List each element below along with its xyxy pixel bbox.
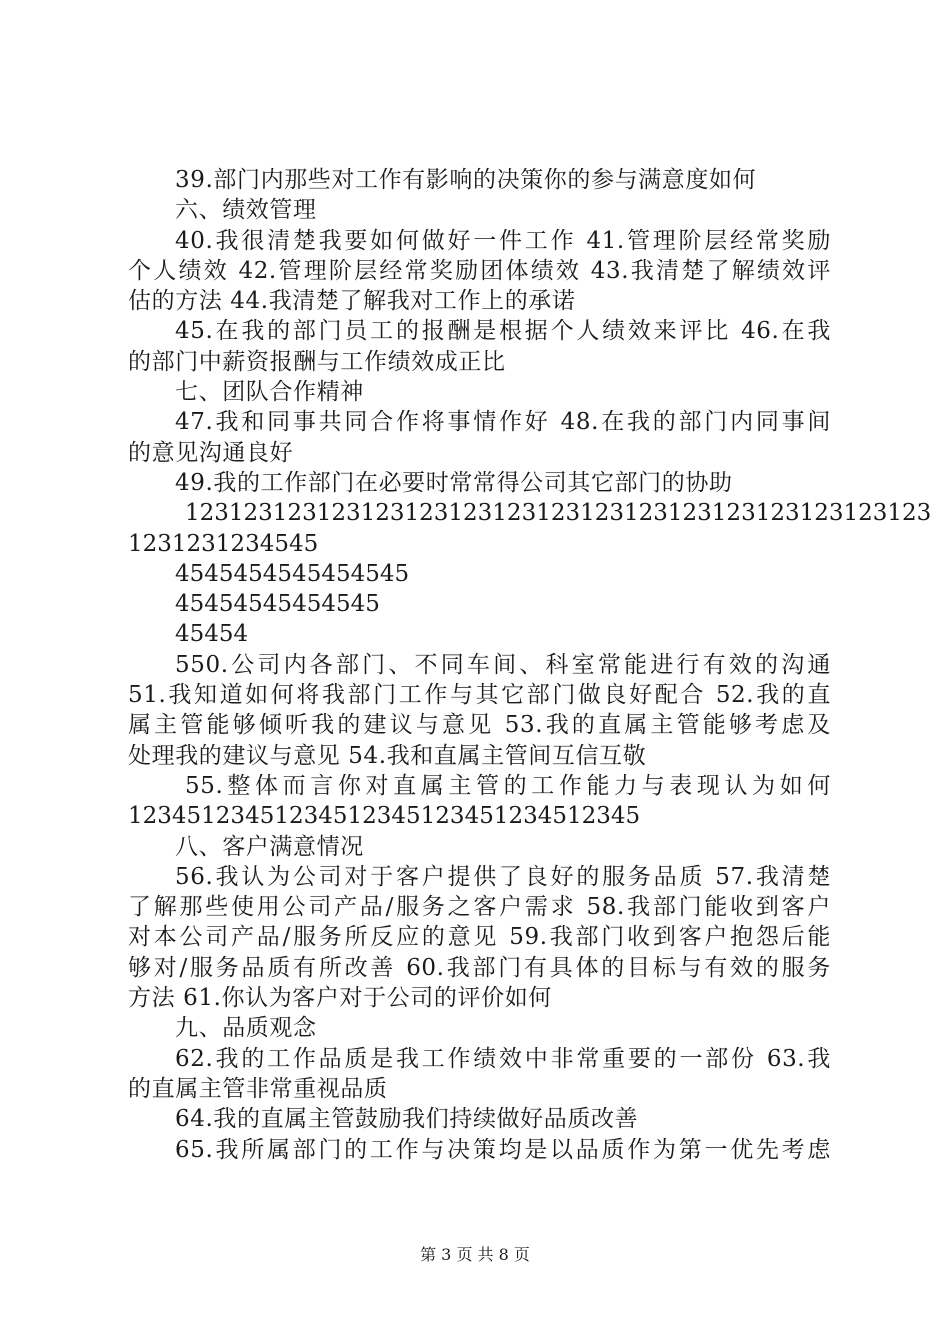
text-line: 估的方法 44.我清楚了解我对工作上的承诺: [128, 288, 576, 315]
page-number-footer: 第 3 页 共 8 页: [420, 1245, 530, 1264]
text-line: 够对/服务品质有所改善 60.我部门有具体的目标与有效的服务: [128, 954, 831, 981]
text-line: 47.我和同事共同合作将事情作好 48.在我的部门内同事间: [175, 409, 831, 436]
document-body: [128, 165, 932, 1165]
section-heading: 六、绩效管理: [175, 197, 317, 224]
text-line: 39.部门内那些对工作有影响的决策你的参与满意度如何: [175, 167, 757, 193]
text-line: 40.我很清楚我要如何做好一件工作 41.管理阶层经常奖励: [175, 227, 831, 254]
text-line: 个人绩效 42.管理阶层经常奖励团体绩效 43.我清楚了解绩效评: [128, 257, 831, 284]
text-line: 方法 61.你认为客户对于公司的评价如何: [128, 985, 552, 1012]
text-line: 4545454545454545: [175, 560, 410, 587]
text-line: 的部门中薪资报酬与工作绩效成正比: [128, 348, 506, 375]
text-line: 45454545454545: [175, 591, 380, 618]
text-line: 对本公司产品/服务所反应的意见 59.我部门收到客户抱怨后能: [128, 924, 831, 951]
text-line: 65.我所属部门的工作与决策均是以品质作为第一优先考虑: [175, 1136, 831, 1163]
text-line: 属主管能够倾听我的建议与意见 53.我的直属主管能够考虑及: [128, 712, 831, 739]
section-heading: 七、团队合作精神: [175, 379, 364, 406]
text-line: 49.我的工作部门在必要时常常得公司其它部门的协助: [175, 469, 733, 496]
text-line: 的直属主管非常重视品质: [128, 1075, 388, 1102]
text-line: 550.公司内各部门、不同车间、科室常能进行有效的沟通: [175, 651, 831, 678]
text-line: 64.我的直属主管鼓励我们持续做好品质改善: [175, 1106, 639, 1133]
section-heading: 九、品质观念: [175, 1015, 317, 1042]
text-line: 45.在我的部门员工的报酬是根据个人绩效来评比 46.在我: [175, 318, 831, 345]
text-line: 的意见沟通良好: [128, 439, 294, 466]
text-line: 45454: [175, 621, 249, 648]
text-line: 56.我认为公司对于客户提供了良好的服务品质 57.我清楚: [175, 863, 831, 890]
text-line: 123123123123123123123123123123123123123123123123123: [185, 500, 932, 527]
text-line: 处理我的建议与意见 54.我和直属主管间互信互敬: [128, 742, 647, 769]
text-line: 62.我的工作品质是我工作绩效中非常重要的一部份 63.我: [175, 1045, 831, 1072]
text-line: 51.我知道如何将我部门工作与其它部门做良好配合 52.我的直: [128, 682, 831, 709]
section-heading: 八、客户满意情况: [175, 833, 364, 860]
text-line: 12345123451234512345123451234512345: [128, 803, 641, 830]
text-line: 55.整体而言你对直属主管的工作能力与表现认为如何: [185, 772, 831, 799]
text-line: 1231231234545: [128, 530, 319, 557]
text-line: 了解那些使用公司产品/服务之客户需求 58.我部门能收到客户: [128, 894, 831, 921]
